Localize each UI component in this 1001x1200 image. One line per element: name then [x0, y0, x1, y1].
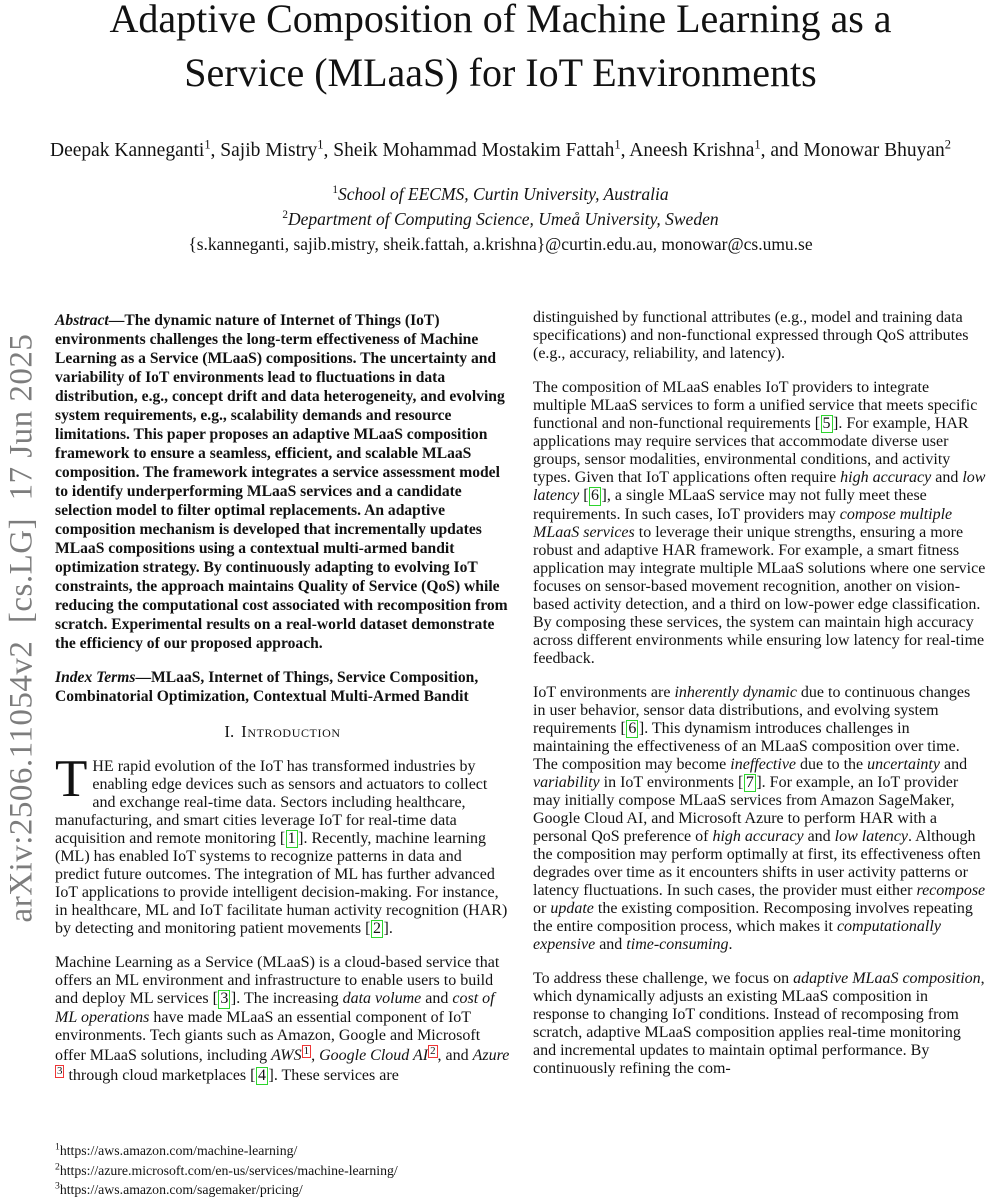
body-paragraph-3	[533, 684, 986, 955]
text-run: 1	[614, 137, 621, 152]
authors-line	[0, 139, 1001, 163]
footnote-marker-link[interactable]: 2	[430, 1044, 436, 1057]
footnotes-block	[55, 1141, 510, 1200]
citation-link[interactable]: 4	[257, 1066, 266, 1084]
footnote-marker-link[interactable]: 3	[57, 1064, 63, 1077]
text-run: , Sajib Mistry	[210, 140, 318, 161]
emails-line: {s.kanneganti, sajib.mistry, sheik.fattah, a.krishna}@curtin.edu.au, monowar@cs.umu.se	[188, 234, 813, 254]
text-run: Department of Computing Science, Umeå University, Sweden	[287, 209, 719, 229]
text-run: , and	[437, 1046, 473, 1064]
citation-link[interactable]: 2	[372, 920, 381, 938]
text-run: ]. This dynamism introduces challenges in maintaining the effectiveness of an MLaaS composition over time. The composition may become	[533, 719, 960, 773]
text-run: .	[728, 936, 733, 954]
abstract-paragraph	[55, 311, 510, 653]
section-number: I.	[224, 721, 235, 741]
text-run: , Aneesh Krishna	[620, 140, 755, 161]
text-run: ], a single MLaaS service may not fully meet these requirements. In such cases, IoT providers may	[533, 487, 927, 523]
intro-paragraph-2	[55, 954, 510, 1085]
footnote	[55, 1161, 510, 1181]
arxiv-watermark: arXiv:2506.11054v2 [cs.LG] 17 Jun 2025	[3, 333, 40, 923]
body-paragraph-1	[533, 309, 986, 363]
footnote-url: https://aws.amazon.com/machine-learning/	[59, 1143, 298, 1158]
text-run: low latency	[533, 469, 986, 505]
text-run: update	[550, 900, 594, 918]
section-title: Introduction	[241, 721, 341, 741]
text-run: and	[803, 828, 835, 846]
text-run: ]. For example, HAR applications may require services that accommodate diverse user groups, sensor modalities, environmental conditions, and activity types. Given that IoT applications often require	[533, 415, 969, 487]
text-run: ]. The increasing	[230, 990, 343, 1008]
text-run: , which dynamically adjusts an existing MLaaS composition in response to changing IoT conditions. Instead of recomposing from scratch, adaptive MLaaS composition applies real-time monitoring and incremental updates to maintain optimal performance. By continuously refining the com-	[533, 970, 985, 1078]
index-terms-paragraph	[55, 668, 510, 706]
text-run: the existing composition. Recomposing involves repeating the entire composition process, which makes it	[533, 900, 973, 936]
text-run: ,	[311, 1046, 320, 1064]
text-run: and	[421, 990, 453, 1008]
footnote-marker: 1	[55, 1141, 60, 1153]
text-run: , Sheik Mohammad Mostakim Fattah	[323, 140, 615, 161]
text-run: distinguished by functional attributes (e.g., model and training data specifications) and non-functional expressed through QoS attributes (e.g., accuracy, reliability, and latency).	[533, 309, 969, 362]
text-run: have made MLaaS an essential component of IoT environments. Tech giants such as Amazon, Google and Microsoft offer MLaaS solutions, including	[55, 1008, 481, 1064]
text-run: , and Monowar Bhuyan	[760, 140, 945, 161]
footnote	[55, 1180, 510, 1200]
text-run: and	[595, 936, 627, 954]
footnote	[55, 1141, 510, 1161]
text-run: [	[579, 487, 589, 505]
text-run: 2	[944, 137, 951, 152]
citation-link[interactable]: 1	[287, 829, 296, 847]
text-run: T	[55, 749, 88, 808]
text-run: Google Cloud AI	[319, 1046, 429, 1064]
index-terms-label: Index Terms	[55, 669, 136, 687]
footnote-marker-link[interactable]: 1	[303, 1044, 310, 1057]
text-run: ]. These services are	[268, 1066, 399, 1084]
text-run: . Although the composition may perform optimally at first, its effectiveness often degrades over time as it encounters shifts in user activity patterns or latency fluctuations. In such cases, the provider must either	[533, 828, 981, 900]
text-run: or	[533, 900, 551, 918]
text-run: 1	[332, 184, 338, 197]
text-run: to leverage their unique strengths, ensuring a more robust and adaptive HAR framework. For example, a smart fitness application may integrate multiple MLaaS solutions where one service focuses on sensor-based movement recognition, another on vision-based activity detection, and a third on low-power edge classification. By composing these services, the system can maintain high accuracy across different environments while ensuring low latency for real-time feedback.	[533, 523, 986, 667]
text-run: time-consuming	[626, 936, 729, 954]
text-run: To address these challenge, we focus on	[533, 970, 794, 988]
text-run: computationally expensive	[533, 918, 941, 954]
footnote-marker: 3	[55, 1180, 60, 1192]
text-run: variability	[533, 773, 600, 791]
text-run: AWS	[271, 1046, 302, 1064]
text-run: ineffective	[730, 755, 797, 773]
section-heading-introduction	[55, 722, 510, 742]
footnote-url: https://azure.microsoft.com/en-us/services/machine-learning/	[59, 1162, 398, 1178]
citation-link[interactable]: 3	[220, 990, 229, 1008]
text-run: recompose	[916, 882, 986, 900]
text-run: The composition of MLaaS enables IoT providers to integrate multiple MLaaS services to form a unified service that meets specific functional and non-functional requirements [	[533, 379, 978, 432]
text-run: low latency	[834, 828, 908, 846]
text-run: high accuracy	[712, 828, 804, 846]
affiliations-block	[0, 182, 1001, 257]
footnote-marker: 2	[55, 1160, 60, 1172]
text-run: School of EECMS, Curtin University, Australia	[337, 184, 669, 204]
text-run: data volume	[342, 990, 422, 1008]
text-run: 1	[204, 137, 211, 152]
text-run: uncertainty	[867, 755, 940, 773]
text-run: Azure	[472, 1046, 510, 1064]
text-run: ]. For example, an IoT provider may initially compose MLaaS services from Amazon SageMaker, Google Cloud AI, and Microsoft Azure to perform HAR with a personal QoS preference of	[533, 773, 959, 846]
text-run: 1	[754, 137, 761, 152]
citation-link[interactable]: 5	[822, 415, 831, 432]
text-run: 2	[282, 209, 288, 222]
affiliation-2	[0, 207, 1001, 232]
abstract-label: Abstract	[55, 311, 109, 329]
text-run: ]. Recently, machine learning (ML) has enabled IoT systems to recognize patterns in data and predict future outcomes. The integration of ML has further advanced IoT applications to provide intelligent decision-making. For instance, in healthcare, ML and IoT facilitate human activity recognition (HAR) by detecting and monitoring patient movements [	[55, 829, 508, 938]
body-paragraph-4	[533, 970, 986, 1078]
text-run: ].	[383, 920, 393, 938]
right-column	[533, 293, 986, 1094]
text-run: cost of ML operations	[55, 990, 495, 1026]
index-terms-body: —MLaaS, Internet of Things, Service Composition, Combinatorial Optimization, Contextual Multi-Armed Bandit	[55, 669, 479, 706]
text-run: high accuracy	[840, 469, 932, 487]
text-run: Machine Learning as a Service (MLaaS) is a cloud-based service that offers an ML environment and infrastructure to enable users to build and deploy ML services [	[55, 954, 500, 1008]
citation-link[interactable]: 6	[628, 719, 637, 737]
text-run: and	[931, 469, 963, 487]
text-run: in IoT environments [	[599, 773, 744, 791]
text-run: IoT environments are	[533, 683, 675, 701]
abstract-body: —The dynamic nature of Internet of Things (IoT) environments challenges the long-term effectiveness of Machine Learning as a Service (MLaaS) compositions. The uncertainty and variability of IoT environments lead to fluctuations in data distribution, e.g., concept drift and data heterogeneity, and evolving system requirements, e.g., scalability demands and resource limitations. This paper proposes an adaptive MLaaS composition framework to ensure a seamless, efficient, and scalable MLaaS composition. The framework integrates a service assessment model to identify underperforming MLaaS services and a candidate selection model to filter optimal replacements. An adaptive composition mechanism is developed that incrementally updates MLaaS compositions using a contextual multi-armed bandit optimization strategy. By continuously adapting to evolving IoT constraints, the approach maintains Quality of Service (QoS) while reducing the computational cost associated with recomposition from scratch. Experimental results on a real-world dataset demonstrate the efficiency of our proposed approach.	[55, 311, 508, 652]
text-run: through cloud marketplaces [	[64, 1066, 256, 1084]
footnote-url: https://aws.amazon.com/sagemaker/pricing/	[59, 1182, 303, 1197]
affiliation-1	[0, 182, 1001, 207]
citation-link[interactable]: 6	[591, 487, 600, 505]
left-column	[55, 295, 510, 1101]
intro-paragraph-1	[55, 749, 510, 939]
paper-title: Adaptive Composition of Machine Learning as a Service (MLaaS) for IoT Environments	[109, 0, 892, 95]
text-run: inherently dynamic	[674, 683, 797, 701]
text-run: due to the	[796, 755, 868, 773]
body-paragraph-2	[533, 379, 986, 668]
text-run: due to continuous changes in user behavior, sensor data distributions, and evolving system requirements [	[533, 683, 971, 737]
text-run: adaptive MLaaS composition	[793, 970, 981, 988]
text-run: and	[939, 755, 968, 773]
text-run: Deepak Kanneganti	[50, 140, 205, 161]
citation-link[interactable]: 7	[745, 773, 754, 791]
text-run: 1	[317, 137, 324, 152]
text-run: compose multiple MLaaS services	[533, 505, 953, 541]
text-run: HE rapid evolution of the IoT has transformed industries by enabling edge devices such as sensors and actuators to collect and exchange real-time data. Sectors including healthcare, manufacturing, and smart cities leverage IoT for real-time data acquisition and remote monitoring [	[55, 757, 488, 847]
